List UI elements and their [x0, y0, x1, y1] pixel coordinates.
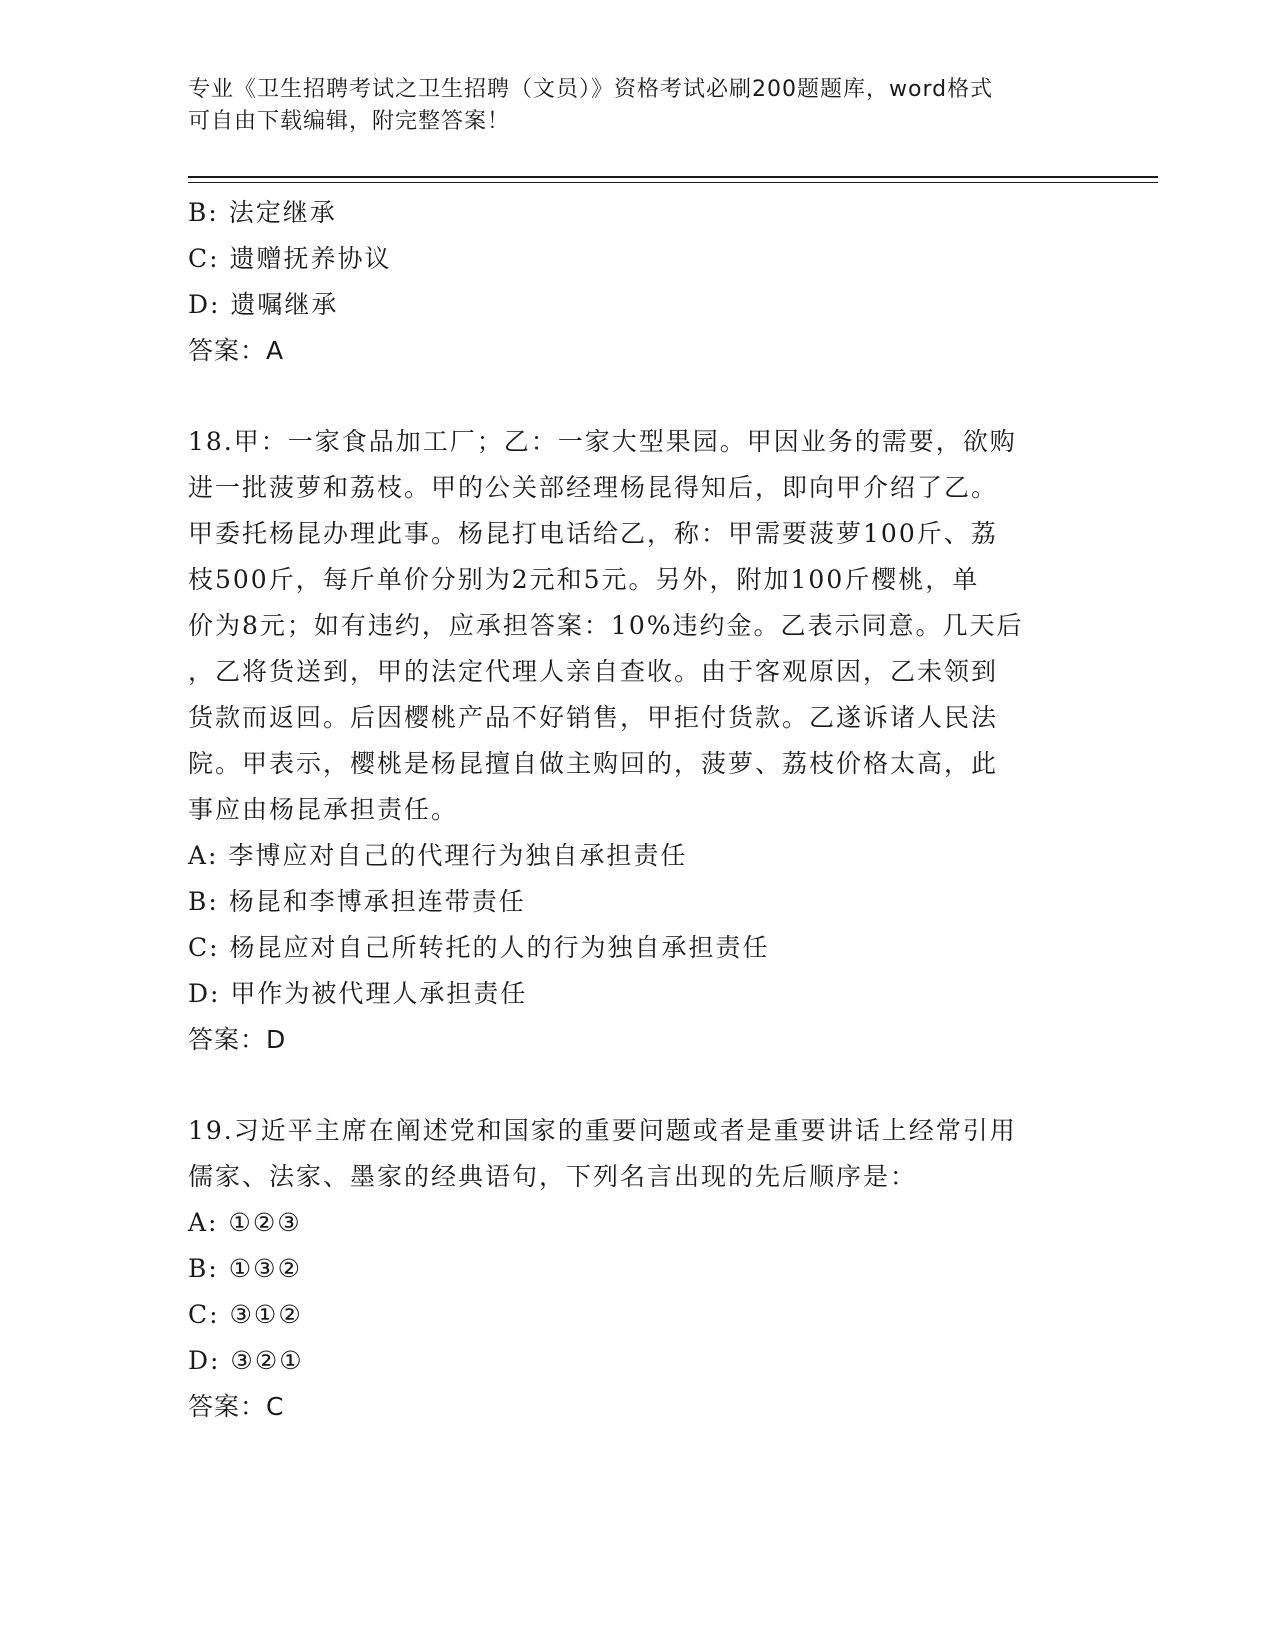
q18-stem-line: 枝500斤，每斤单价分别为2元和5元。另外，附加100斤樱桃，单 — [188, 565, 980, 594]
q18-option-b: B: 杨昆和李博承担连带责任 — [188, 887, 526, 916]
q17-option-d: D: 遗嘱继承 — [188, 290, 339, 319]
q18-answer: 答案：D — [188, 1025, 287, 1054]
q19-option-b: B: ①③② — [188, 1254, 302, 1283]
q19-stem-line: 儒家、法家、墨家的经典语句，下列名言出现的先后顺序是： — [188, 1162, 918, 1191]
q17-answer: 答案：A — [188, 336, 285, 365]
q17-option-c: C: 遗赠抚养协议 — [188, 244, 392, 273]
q17-option-b: B: 法定继承 — [188, 198, 337, 227]
spacer — [188, 1063, 1078, 1108]
q18-stem-line: ，乙将货送到，甲的法定代理人亲自查收。由于客观原因，乙未领到 — [188, 657, 999, 686]
spacer — [188, 374, 1078, 419]
q18-stem-line: 进一批菠萝和荔枝。甲的公关部经理杨昆得知后，即向甲介绍了乙。 — [188, 473, 999, 502]
q18-option-c: C: 杨昆应对自己所转托的人的行为独自承担责任 — [188, 933, 770, 962]
q19-stem-line: 19.习近平主席在阐述党和国家的重要问题或者是重要讲话上经常引用 — [188, 1116, 1017, 1145]
header-line-2: 可自由下载编辑，附完整答案！ — [188, 109, 511, 134]
q19-option-c: C: ③①② — [188, 1300, 303, 1329]
page-header — [188, 74, 1068, 138]
q18-option-a: A: 李博应对自己的代理行为独自承担责任 — [188, 841, 688, 870]
q18-stem-line: 事应由杨昆承担责任。 — [188, 795, 459, 824]
q18-stem-line: 18.甲：一家食品加工厂；乙：一家大型果园。甲因业务的需要，欲购 — [188, 427, 1017, 456]
q19-option-a: A: ①②③ — [188, 1208, 302, 1237]
question-18 — [188, 419, 1078, 1063]
q18-stem-line: 院。甲表示，樱桃是杨昆擅自做主购回的，菠萝、荔枝价格太高，此 — [188, 749, 999, 778]
question-17-tail — [188, 190, 1078, 374]
q19-option-d: D: ③②① — [188, 1346, 304, 1375]
q18-option-d: D: 甲作为被代理人承担责任 — [188, 979, 528, 1008]
header-rule-thin — [188, 182, 1158, 183]
q18-stem-line: 价为8元；如有违约，应承担答案：10%违约金。乙表示同意。几天后 — [188, 611, 1024, 640]
question-content — [188, 190, 1078, 1430]
q18-stem-line: 货款而返回。后因樱桃产品不好销售，甲拒付货款。乙遂诉诸人民法 — [188, 703, 999, 732]
q19-answer: 答案：C — [188, 1392, 285, 1421]
q18-stem-line: 甲委托杨昆办理此事。杨昆打电话给乙，称：甲需要菠萝100斤、荔 — [188, 519, 998, 548]
question-19 — [188, 1108, 1078, 1430]
header-rule-thick — [188, 176, 1158, 178]
header-line-1: 专业《卫生招聘考试之卫生招聘（文员）》资格考试必刷200题题库，word格式 — [188, 77, 994, 102]
